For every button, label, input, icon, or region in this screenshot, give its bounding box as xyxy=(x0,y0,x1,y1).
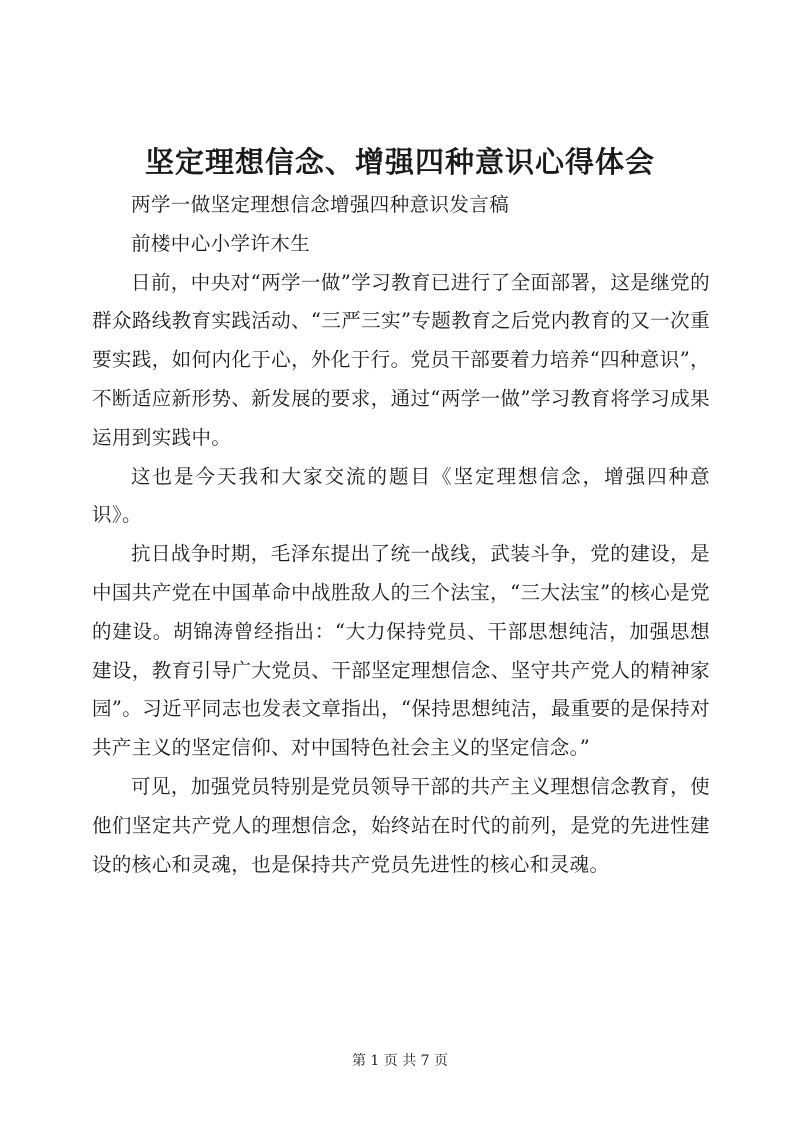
page-footer xyxy=(0,1050,800,1070)
document-body xyxy=(92,186,710,884)
body-paragraph: 这也是今天我和大家交流的题目《坚定理想信念，增强四种意识》。 xyxy=(92,464,710,527)
body-paragraph: 可见，加强党员特别是党员领导干部的共产主义理想信念教育，使他们坚定共产党人的理想信念，始终站在时代的前列，是党的先进性建设的核心和灵魂，也是保持共产党员先进性的核心和灵魂。 xyxy=(92,774,710,876)
subtitle-paragraph: 两学一做坚定理想信念增强四种意识发言稿 xyxy=(131,193,510,216)
page-title: 坚定理想信念、增强四种意识心得体会 xyxy=(144,145,655,179)
page-number-label: 第 1 页 共 7 页 xyxy=(351,1053,449,1069)
body-paragraph: 抗日战争时期，毛泽东提出了统一战线，武装斗争，党的建设，是中国共产党在中国革命中战胜敌人的三个法宝，“三大法宝”的核心是党的建设。胡锦涛曾经指出：“大力保持党员、干部思想纯洁，加强思想建设，教育引导广大党员、干部坚定理想信念、坚守共产党人的精神家园”。习近平同志也发表文章指出，“保持思想纯洁，最重要的是保持对共产主义的坚定信仰、对中国特色社会主义的坚定信念。” xyxy=(92,542,710,760)
author-paragraph: 前楼中心小学许木生 xyxy=(131,231,311,255)
body-paragraph: 日前，中央对“两学一做”学习教育已进行了全面部署，这是继党的群众路线教育实践活动、“三严三实”专题教育之后党内教育的又一次重要实践，如何内化于心，外化于行。党员干部要着力培养“四种意识”，不断适应新形势、新发展的要求，通过“两学一做”学习教育将学习成果运用到实践中。 xyxy=(92,270,710,449)
